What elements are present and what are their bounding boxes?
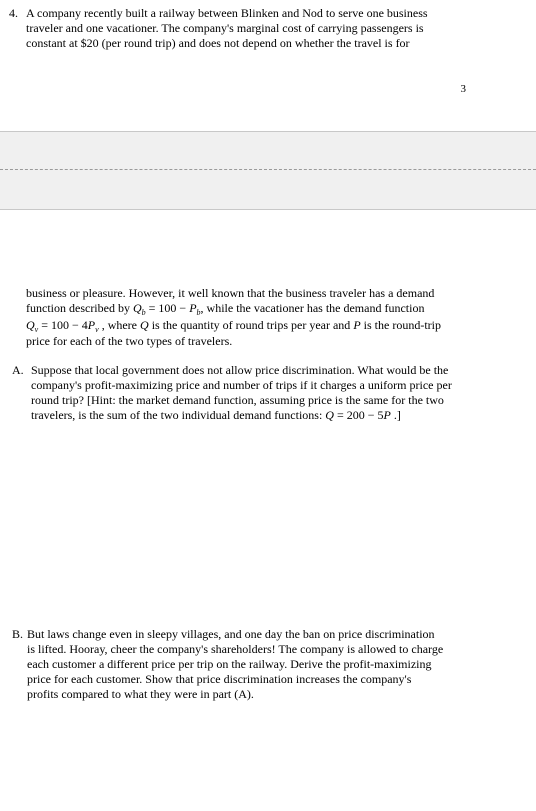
market-demand-eq: Q — [325, 408, 334, 422]
continued-line-2: function described by $Q_b = 100 - P_b$, while the vacationer has the demand function — [26, 301, 425, 317]
demand-eq-vacationer: $Q_v$ — [26, 318, 39, 334]
part-b-line-5: profits compared to what they were in part (A). — [27, 687, 254, 701]
part-b-line-2: is lifted. Hooray, cheer the company's shareholders! The company is allowed to charge — [27, 642, 444, 656]
continued-line-3: $Q_v = 100 - 4P_v$ , where Q is the quantity of round trips per year and P is the round-trip — [26, 318, 441, 334]
page-break-dashed-line — [0, 169, 536, 170]
part-a-line-3: round trip? [Hint: the market demand function, assuming price is the same for the two — [31, 393, 444, 407]
part-b-line-4: price for each customer. Show that price discrimination increases the company's — [27, 672, 412, 686]
question-text-line-1: A company recently built a railway between Blinken and Nod to serve one business — [26, 6, 428, 20]
page-break — [0, 131, 536, 210]
part-b-line-1: But laws change even in sleepy villages, and one day the ban on price discrimination — [27, 627, 435, 641]
question-text-line-3: constant at $20 (per round trip) and does not depend on whether the travel is for — [26, 36, 410, 50]
part-a-line-1: Suppose that local government does not allow price discrimination. What would be the — [31, 363, 449, 377]
part-a-line-2: company's profit-maximizing price and number of trips if it charges a uniform price per — [31, 378, 452, 392]
question-text-line-2: traveler and one vacationer. The company's marginal cost of carrying passengers is — [26, 21, 424, 35]
page-number: 3 — [460, 83, 466, 95]
demand-eq-business: $Q_b$ — [132, 301, 146, 317]
continued-line-1: business or pleasure. However, it well known that the business traveler has a demand — [26, 286, 435, 300]
part-a-label: A. — [12, 363, 24, 377]
continued-line-4: price for each of the two types of travelers. — [26, 334, 233, 348]
part-a-line-4: travelers, is the sum of the two individual demand functions: Q = 200 − 5P .] — [31, 408, 401, 422]
part-b-line-3: each customer a different price per trip on the railway. Derive the profit-maximizing — [27, 657, 432, 671]
part-b-label: B. — [12, 627, 24, 641]
question-number: 4. — [9, 6, 18, 20]
